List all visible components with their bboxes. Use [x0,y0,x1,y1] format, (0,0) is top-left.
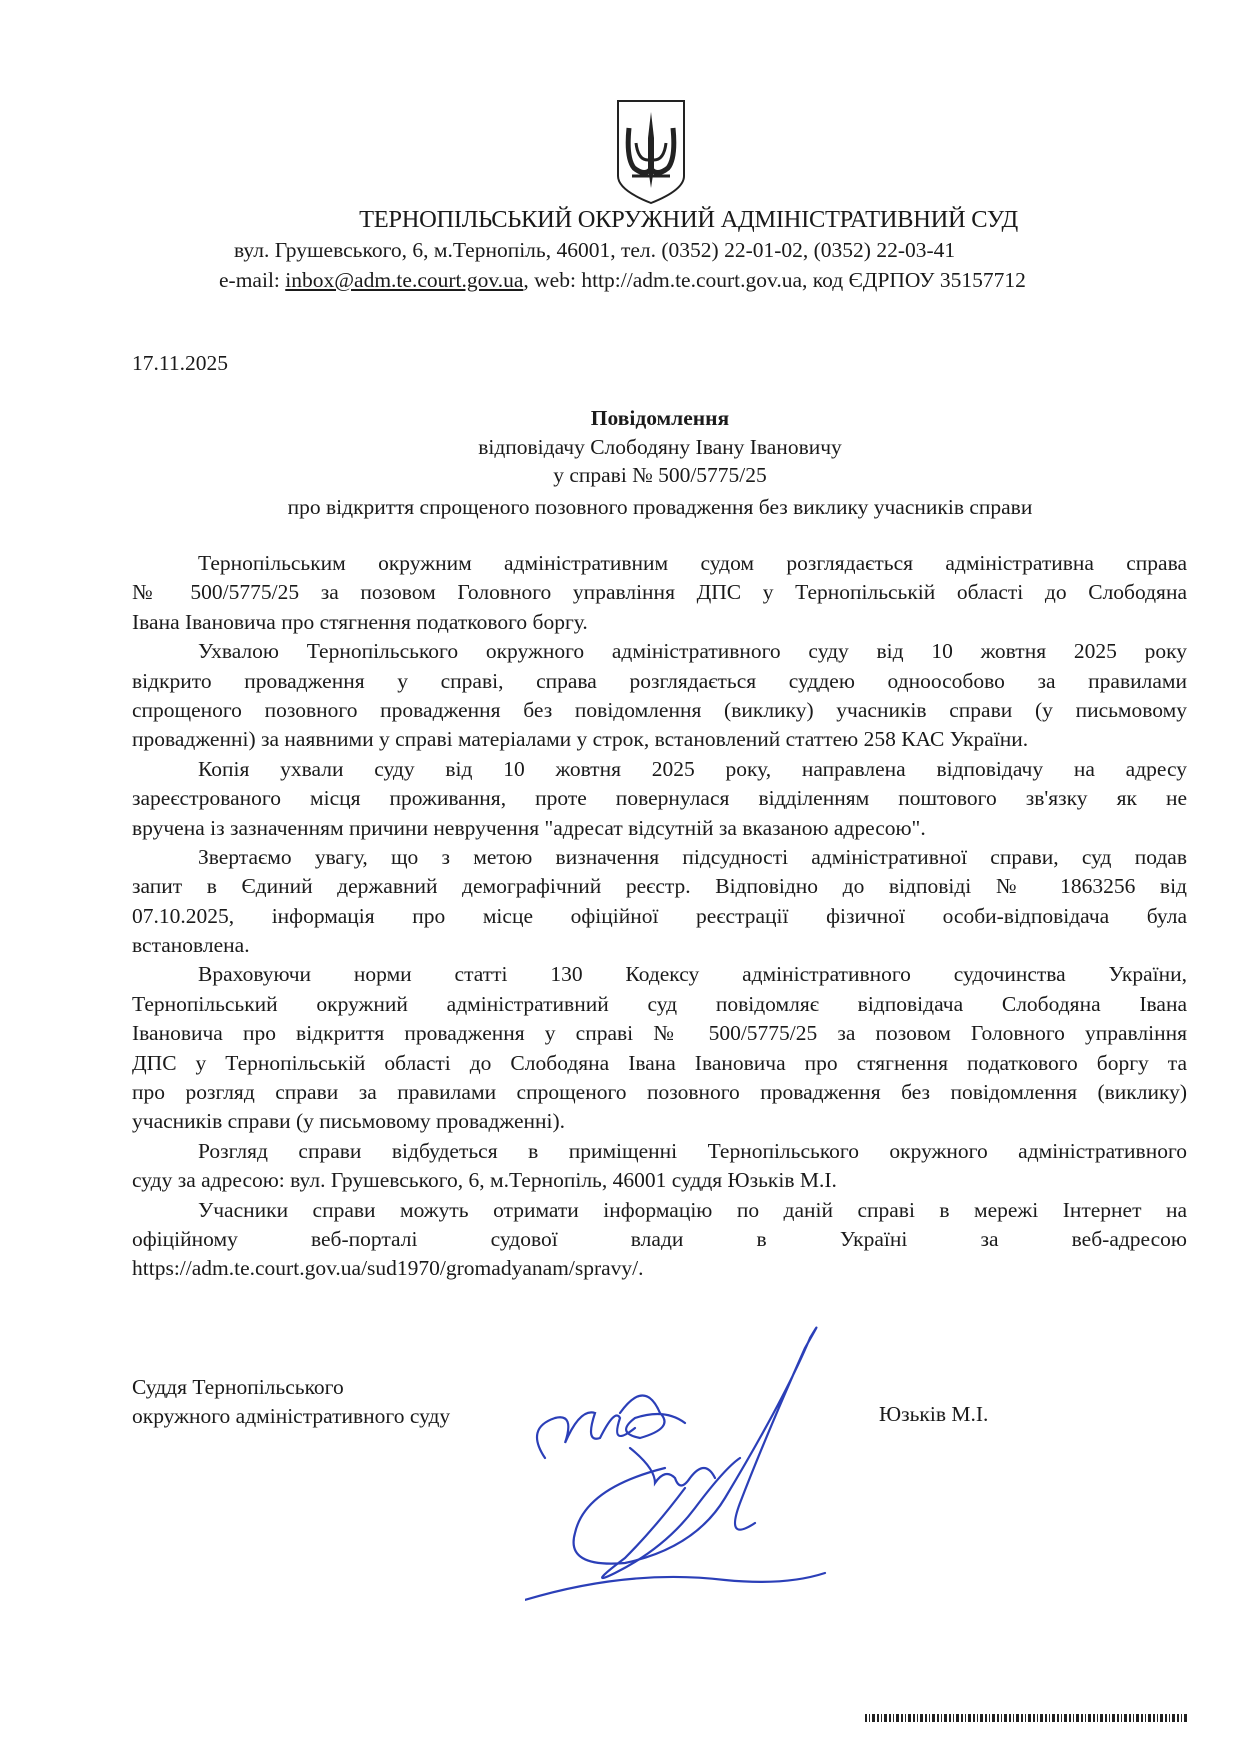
notice-subject: про відкриття спрощеного позовного провадження без виклику учасників справи [287,495,1033,519]
paragraph-4-line: 07.10.2025, інформація про місце офіційної реєстрації фізичної особи-відповідача була [132,903,1187,928]
paragraph-6-line: суду за адресою: вул. Грушевського, 6, м.Тернопіль, 46001 суддя Юзьків М.І. [132,1168,837,1193]
paragraph-3-line: вручена із зазначенням причини невручення "адресат відсутній за вказаною адресою". [132,815,926,840]
coat-of-arms-emblem [614,98,688,206]
paragraph-4-line: встановлена. [132,933,250,958]
document-date: 17.11.2025 [132,351,228,375]
document-barcode [865,1714,1187,1722]
paragraph-7-line: https://adm.te.court.gov.ua/sud1970/gromadyanam/spravy/. [132,1256,644,1281]
paragraph-5-line: Тернопільський окружний адміністративний суд повідомляє відповідача Слободяна Івана [132,991,1187,1016]
paragraph-4-line: Звертаємо увагу, що з метою визначення підсудності адміністративної справи, суд подав [198,844,1187,869]
paragraph-2-line: відкрито провадження у справі, справа розглядається суддею одноособово за правилами [132,668,1187,693]
paragraph-7-line: офіційному веб-порталі судової влади в Україні за веб-адресою [132,1226,1187,1251]
paragraph-1-line: Івана Івановича про стягнення податкового боргу. [132,609,588,634]
handwritten-signature [525,1318,905,1603]
paragraph-3-line: Копія ухвали суду від 10 жовтня 2025 року, направлена відповідачу на адресу [198,756,1187,781]
paragraph-7-line: Учасники справи можуть отримати інформацію по даній справі в мережі Інтернет на [198,1197,1187,1222]
notice-title: Повідомлення [590,406,730,430]
signer-position-line1: Суддя Тернопільського [132,1375,344,1399]
paragraph-5-line: Івановича про відкриття провадження у справі № 500/5775/25 за позовом Головного управління [132,1021,1187,1046]
court-address: вул. Грушевського, 6, м.Тернопіль, 46001, тел. (0352) 22-01-02, (0352) 22-03-41 [234,238,956,262]
email-link[interactable]: inbox@adm.te.court.gov.ua [285,268,524,292]
web-and-code: , web: http://adm.te.court.gov.ua, код ЄДРПОУ 35157712 [523,268,1026,292]
paragraph-5-line: Враховуючи норми статті 130 Кодексу адміністративного судочинства України, [198,962,1187,987]
paragraph-2-line: спрощеного позовного провадження без повідомлення (виклику) учасників справи (у письмовому [132,697,1187,722]
paragraph-6-line: Розгляд справи відбудеться в приміщенні Тернопільського окружного адміністративного [198,1138,1187,1163]
paragraph-5-line: учасників справи (у письмовому провадженні). [132,1109,566,1134]
notice-case-number: у справі № 500/5775/25 [553,463,767,487]
court-contacts [219,268,1026,293]
court-name: ТЕРНОПІЛЬСЬКИЙ ОКРУЖНИЙ АДМІНІСТРАТИВНИЙ СУД [359,206,1018,233]
signer-name: Юзьків М.І. [879,1402,989,1426]
paragraph-2-line: провадженні) за наявними у справі матеріалами у строк, встановлений статтею 258 КАС України. [132,727,1029,752]
paragraph-2-line: Ухвалою Тернопільського окружного адміністративного суду від 10 жовтня 2025 року [198,639,1187,664]
paragraph-5-line: ДПС у Тернопільській області до Слободяна Івана Івановича про стягнення податкового боргу та [132,1050,1187,1075]
paragraph-3-line: зареєстрованого місця проживання, проте повернулася відділенням поштового зв'язку як не [132,786,1187,811]
paragraph-5-line: про розгляд справи за правилами спрощеного позовного провадження без повідомлення (виклику) [132,1080,1187,1105]
notice-recipient: відповідачу Слободяну Івану Івановичу [478,435,842,459]
paragraph-1-line: Тернопільським окружним адміністративним судом розглядається адміністративна справа [198,551,1187,575]
paragraph-4-line: запит в Єдиний державний демографічний реєстр. Відповідно до відповіді № 1863256 від [132,874,1187,899]
paragraph-1-line: № 500/5775/25 за позовом Головного управління ДПС у Тернопільській області до Слободяна [132,580,1187,605]
signer-position-line2: окружного адміністративного суду [132,1404,451,1428]
email-label: e-mail: [219,268,286,292]
notice-body [132,549,1187,1284]
